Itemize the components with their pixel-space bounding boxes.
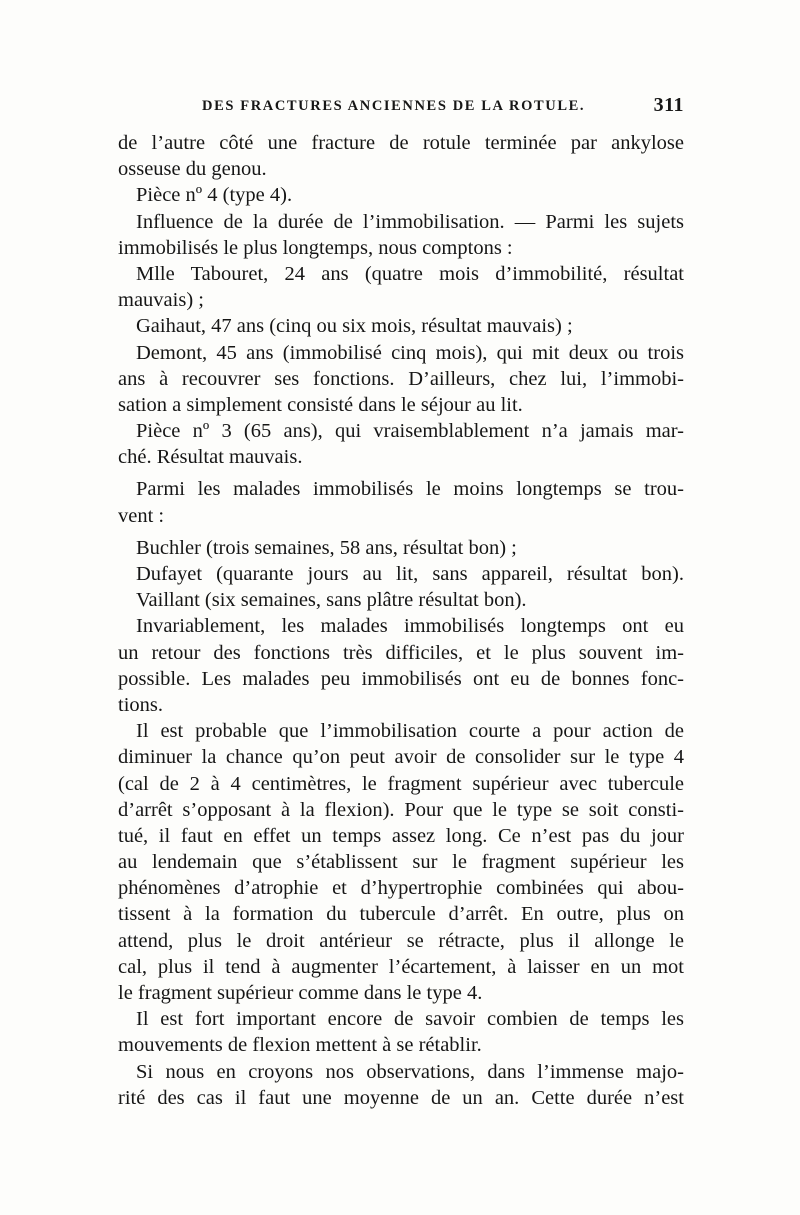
text-line: mouvements de flexion mettent à se rétablir.: [118, 1034, 482, 1057]
text-line: ans à recouvrer ses fonctions. D’ailleurs, chez lui, l’immobi-: [118, 367, 684, 390]
text-line: de l’autre côté une fracture de rotule terminée par ankylose: [118, 132, 684, 154]
text-line: sation a simplement consisté dans le séjour au lit.: [118, 393, 523, 416]
text-line: Pièce nº 3 (65 ans), qui vraisemblablement n’a jamais mar-: [136, 420, 684, 443]
text-line: Pièce nº 4 (type 4).: [136, 184, 293, 207]
page-number: 311: [653, 94, 684, 116]
text-line: Vaillant (six semaines, sans plâtre résultat bon).: [136, 589, 527, 612]
text-line: vent :: [118, 504, 165, 527]
text-line: Dufayet (quarante jours au lit, sans appareil, résultat bon).: [136, 563, 684, 585]
text-line: Parmi les malades immobilisés le moins longtemps se trou-: [136, 478, 684, 501]
text-line: Demont, 45 ans (immobilisé cinq mois), qui mit deux ou trois: [136, 341, 684, 364]
text-line: cal, plus il tend à augmenter l’écartement, à laisser en un mot: [118, 955, 684, 978]
text-line: attend, plus le droit antérieur se rétracte, plus il allonge le: [118, 929, 684, 952]
text-line: Invariablement, les malades immobilisés longtemps ont eu: [136, 615, 684, 638]
text-line: Il est fort important encore de savoir combien de temps les: [136, 1008, 684, 1031]
text-line: immobilisés le plus longtemps, nous comptons :: [118, 236, 513, 259]
text-line: Influence de la durée de l’immobilisation. — Parmi les sujets: [136, 210, 684, 233]
text-line: tions.: [118, 693, 163, 716]
text-line: Mlle Tabouret, 24 ans (quatre mois d’immobilité, résultat: [136, 262, 684, 285]
text-line: le fragment supérieur comme dans le type 4.: [118, 982, 483, 1004]
text-line: possible. Les malades peu immobilisés ont eu de bonnes fonc-: [118, 667, 684, 690]
text-line: Il est probable que l’immobilisation courte a pour action de: [136, 720, 684, 743]
text-line: Gaihaut, 47 ans (cinq ou six mois, résultat mauvais) ;: [136, 315, 573, 338]
text-line: Buchler (trois semaines, 58 ans, résultat bon) ;: [136, 536, 517, 559]
text-line: (cal de 2 à 4 centimètres, le fragment supérieur avec tubercule: [118, 772, 684, 795]
text-line: tué, il faut en effet un temps assez long. Ce n’est pas du jour: [118, 824, 684, 847]
text-line: tissent à la formation du tubercule d’arrêt. En outre, plus on: [118, 903, 684, 926]
text-line: un retour des fonctions très difficiles, et le plus souvent im-: [118, 641, 684, 664]
text-line: au lendemain que s’établissent sur le fragment supérieur les: [118, 851, 684, 874]
text-line: Si nous en croyons nos observations, dans l’immense majo-: [136, 1060, 684, 1083]
text-line: d’arrêt s’opposant à la flexion). Pour que le type se soit consti-: [118, 798, 684, 821]
text-line: ché. Résultat mauvais.: [118, 446, 303, 469]
text-line: diminuer la chance qu’on peut avoir de consolider sur le type 4: [118, 746, 684, 769]
running-head: [118, 96, 684, 120]
text-line: mauvais) ;: [118, 289, 204, 312]
running-title: DES FRACTURES ANCIENNES DE LA ROTULE.: [202, 98, 586, 114]
text-line: phénomènes d’atrophie et d’hypertrophie combinées qui abou-: [118, 877, 684, 900]
text-line: rité des cas il faut une moyenne de un an. Cette durée n’est: [118, 1086, 684, 1109]
body-text: [118, 130, 684, 1111]
text-line: osseuse du genou.: [118, 158, 267, 181]
